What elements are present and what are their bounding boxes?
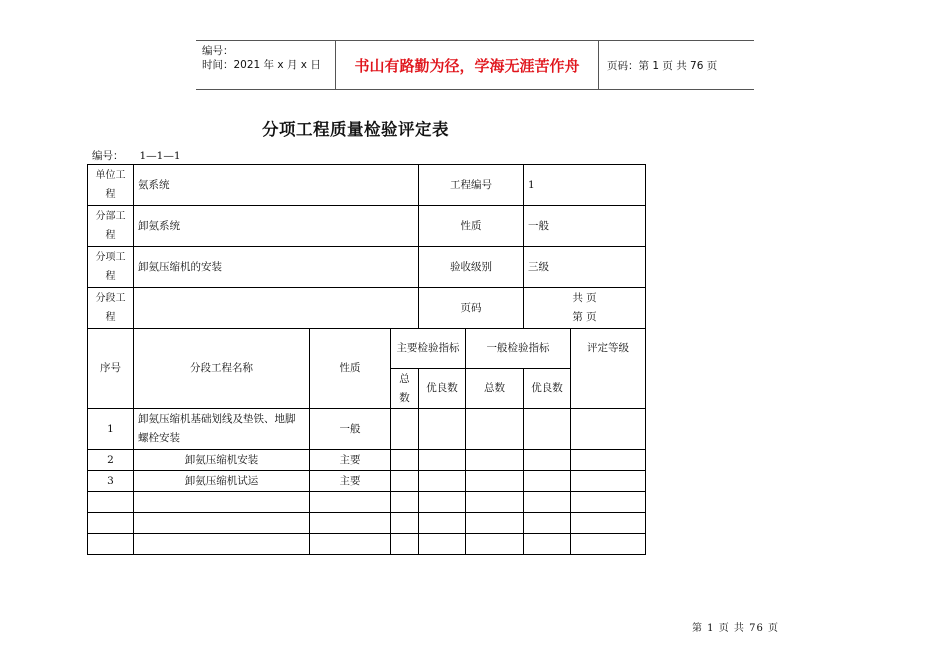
row-nature: 主要 [310,471,391,492]
accept-level-label: 验收级别 [419,247,524,288]
row-cell [571,409,646,450]
row-cell [391,492,419,513]
header-page-info: 页码：第 1 页 共 76 页 [607,59,718,72]
col-segment-name: 分段工程名称 [134,329,310,409]
inspection-form-table [87,164,646,555]
col-total-count: 总数 [391,369,419,409]
col-excellent-count: 优良数 [419,369,466,409]
row-cell [524,513,571,534]
unit-value: 氨系统 [134,165,419,206]
row-cell [466,534,524,555]
row-cell [419,450,466,471]
row-cell [466,513,524,534]
row-cell [419,409,466,450]
info-row-segment [88,288,646,329]
col-seq: 序号 [88,329,134,409]
row-cell [391,450,419,471]
subitem-value: 卸氨压缩机的安装 [134,247,419,288]
serial-number [92,148,197,163]
document-title: 分项工程质量检验评定表 [262,120,449,139]
header-serial-label: 编号： [202,45,234,57]
row-cell [419,513,466,534]
table-row [88,409,646,450]
row-name [134,492,310,513]
row-cell [571,534,646,555]
row-nature [310,492,391,513]
header-time: 时间：2021 年 x 月 x 日 [202,59,321,71]
nature-label: 性质 [419,206,524,247]
row-cell [466,450,524,471]
row-cell [466,409,524,450]
total-pages: 共 页 [572,292,597,304]
row-cell [524,409,571,450]
row-name [134,513,310,534]
row-nature [310,513,391,534]
serial-label: 编号： [92,150,124,162]
col-total-count-general: 总数 [466,369,524,409]
page-header [196,40,754,90]
segment-value [134,288,419,329]
col-excellent-count-general: 优良数 [524,369,571,409]
row-cell [466,492,524,513]
row-cell [391,513,419,534]
table-row [88,471,646,492]
row-cell [419,534,466,555]
table-row [88,450,646,471]
row-cell [391,471,419,492]
division-label: 分部工程 [88,206,134,247]
row-seq [88,492,134,513]
header-meta [196,41,336,89]
segment-label: 分段工程 [88,288,134,329]
info-row-subitem [88,247,646,288]
col-general-index: 一般检验指标 [466,329,571,369]
row-cell [571,492,646,513]
project-no-label: 工程编号 [419,165,524,206]
row-seq [88,534,134,555]
row-cell [466,471,524,492]
row-cell [391,534,419,555]
col-grade: 评定等级 [571,329,646,409]
page-count [524,288,646,329]
row-name: 卸氨压缩机试运 [134,471,310,492]
project-no-value: 1 [524,165,646,206]
row-nature: 一般 [310,409,391,450]
row-cell [571,471,646,492]
header-motto: 书山有路勤为径，学海无涯苦作舟 [336,41,599,89]
col-nature: 性质 [310,329,391,409]
row-name: 卸氨压缩机安装 [134,450,310,471]
row-cell [524,471,571,492]
table-row [88,513,646,534]
row-cell [524,450,571,471]
row-seq [88,513,134,534]
accept-level-value: 三级 [524,247,646,288]
row-cell [419,492,466,513]
row-seq: 3 [88,471,134,492]
row-seq: 2 [88,450,134,471]
row-seq: 1 [88,409,134,450]
page-footer: 第 1 页 共 76 页 [692,623,779,634]
row-cell [571,513,646,534]
subitem-label: 分项工程 [88,247,134,288]
unit-label: 单位工程 [88,165,134,206]
row-cell [524,492,571,513]
info-row-division [88,206,646,247]
row-nature: 主要 [310,450,391,471]
division-value: 卸氨系统 [134,206,419,247]
row-cell [524,534,571,555]
row-cell [419,471,466,492]
info-row-unit [88,165,646,206]
row-cell [571,450,646,471]
serial-value: 1—1—1 [139,150,181,162]
col-main-index: 主要检验指标 [391,329,466,369]
table-row [88,534,646,555]
row-name: 卸氨压缩机基础划线及垫铁、地脚螺栓安装 [134,409,310,450]
row-nature [310,534,391,555]
page-label: 页码 [419,288,524,329]
row-cell [391,409,419,450]
row-name [134,534,310,555]
current-page: 第 页 [572,311,597,323]
table-row [88,492,646,513]
column-header-row-1 [88,329,646,369]
nature-value: 一般 [524,206,646,247]
